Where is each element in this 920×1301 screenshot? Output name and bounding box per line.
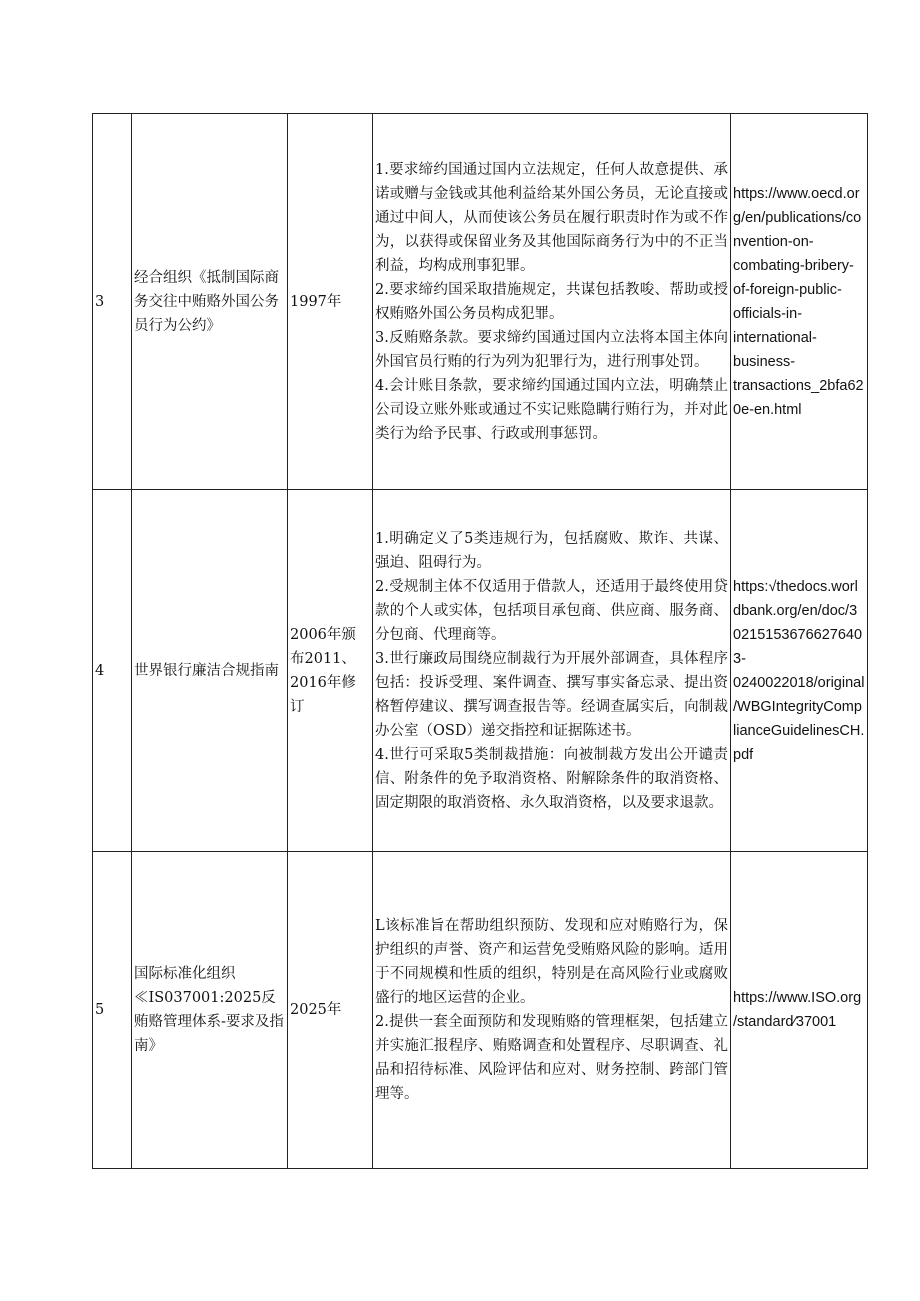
regulation-content xyxy=(373,490,731,852)
table-row xyxy=(93,852,868,1169)
content-item: 1.明确定义了5类违规行为，包括腐败、欺诈、共谋、强迫、阻碍行为。 xyxy=(375,530,728,571)
content-item: 2.要求缔约国采取措施规定，共谋包括教唆、帮助或授权贿赂外国公务员构成犯罪。 xyxy=(375,281,728,322)
row-number: 3 xyxy=(93,114,132,490)
regulation-year: 2006年颁布2011、2016年修订 xyxy=(288,490,373,852)
content-item: 2.受规制主体不仅适用于借款人，还适用于最终使用贷款的个人或实体，包括项目承包商、供应商、服务商、分包商、代理商等。 xyxy=(375,578,728,643)
regulation-year: 1997年 xyxy=(288,114,373,490)
content-item: 3.世行廉政局围绕应制裁行为开展外部调查，具体程序包括：投诉受理、案件调查、撰写事实备忘录、提出资格暂停建议、撰写调查报告等。经调查属实后，向制裁办公室（OSD）递交指控和证据陈述书。 xyxy=(375,650,728,739)
regulations-table xyxy=(92,113,868,1169)
regulation-content xyxy=(373,114,731,490)
source-link[interactable]: https://www.oecd.org/en/publications/convention-on-combating-bribery-of-foreign-public-officials-in-international-business-transactions_2bfa620e-en.html xyxy=(731,114,868,490)
table-row xyxy=(93,114,868,490)
regulation-year: 2025年 xyxy=(288,852,373,1169)
content-item: 1.要求缔约国通过国内立法规定，任何人故意提供、承诺或赠与金钱或其他利益给某外国公务员，无论直接或通过中间人，从而使该公务员在履行职责时作为或不作为，以获得或保留业务及其他国际商务行为中的不正当利益，均构成刑事犯罪。 xyxy=(375,161,728,274)
content-item: 4.会计账目条款，要求缔约国通过国内立法，明确禁止公司设立账外账或通过不实记账隐瞒行贿行为，并对此类行为给予民事、行政或刑事惩罚。 xyxy=(375,377,728,442)
content-item: 4.世行可采取5类制裁措施：向被制裁方发出公开谴责信、附条件的免予取消资格、附解除条件的取消资格、固定期限的取消资格、永久取消资格，以及要求退款。 xyxy=(375,746,728,811)
regulation-name: 国际标准化组织≪IS037001:2025反贿赂管理体系-要求及指南》 xyxy=(132,852,288,1169)
source-link[interactable]: https://www.ISO.org/standard∕37001 xyxy=(731,852,868,1169)
content-item: 3.反贿赂条款。要求缔约国通过国内立法将本国主体向外国官员行贿的行为列为犯罪行为，进行刑事处罚。 xyxy=(375,329,728,370)
regulation-name: 经合组织《抵制国际商务交往中贿赂外国公务员行为公约》 xyxy=(132,114,288,490)
source-link[interactable]: https:√thedocs.worldbank.org/en/doc/302151536766276403-0240022018/original/WBGIntegrityComplianceGuidelinesCH.pdf xyxy=(731,490,868,852)
row-number: 4 xyxy=(93,490,132,852)
row-number: 5 xyxy=(93,852,132,1169)
content-item: L该标准旨在帮助组织预防、发现和应对贿赂行为，保护组织的声誉、资产和运营免受贿赂风险的影响。适用于不同规模和性质的组织，特别是在高风险行业或腐败盛行的地区运营的企业。 xyxy=(375,918,728,1006)
content-item: 2.提供一套全面预防和发现贿赂的管理框架，包括建立并实施汇报程序、贿赂调查和处置程序、尽职调查、礼品和招待标准、风险评估和应对、财务控制、跨部门管理等。 xyxy=(375,1014,728,1102)
regulation-name: 世界银行廉洁合规指南 xyxy=(132,490,288,852)
regulation-content xyxy=(373,852,731,1169)
table-row xyxy=(93,490,868,852)
